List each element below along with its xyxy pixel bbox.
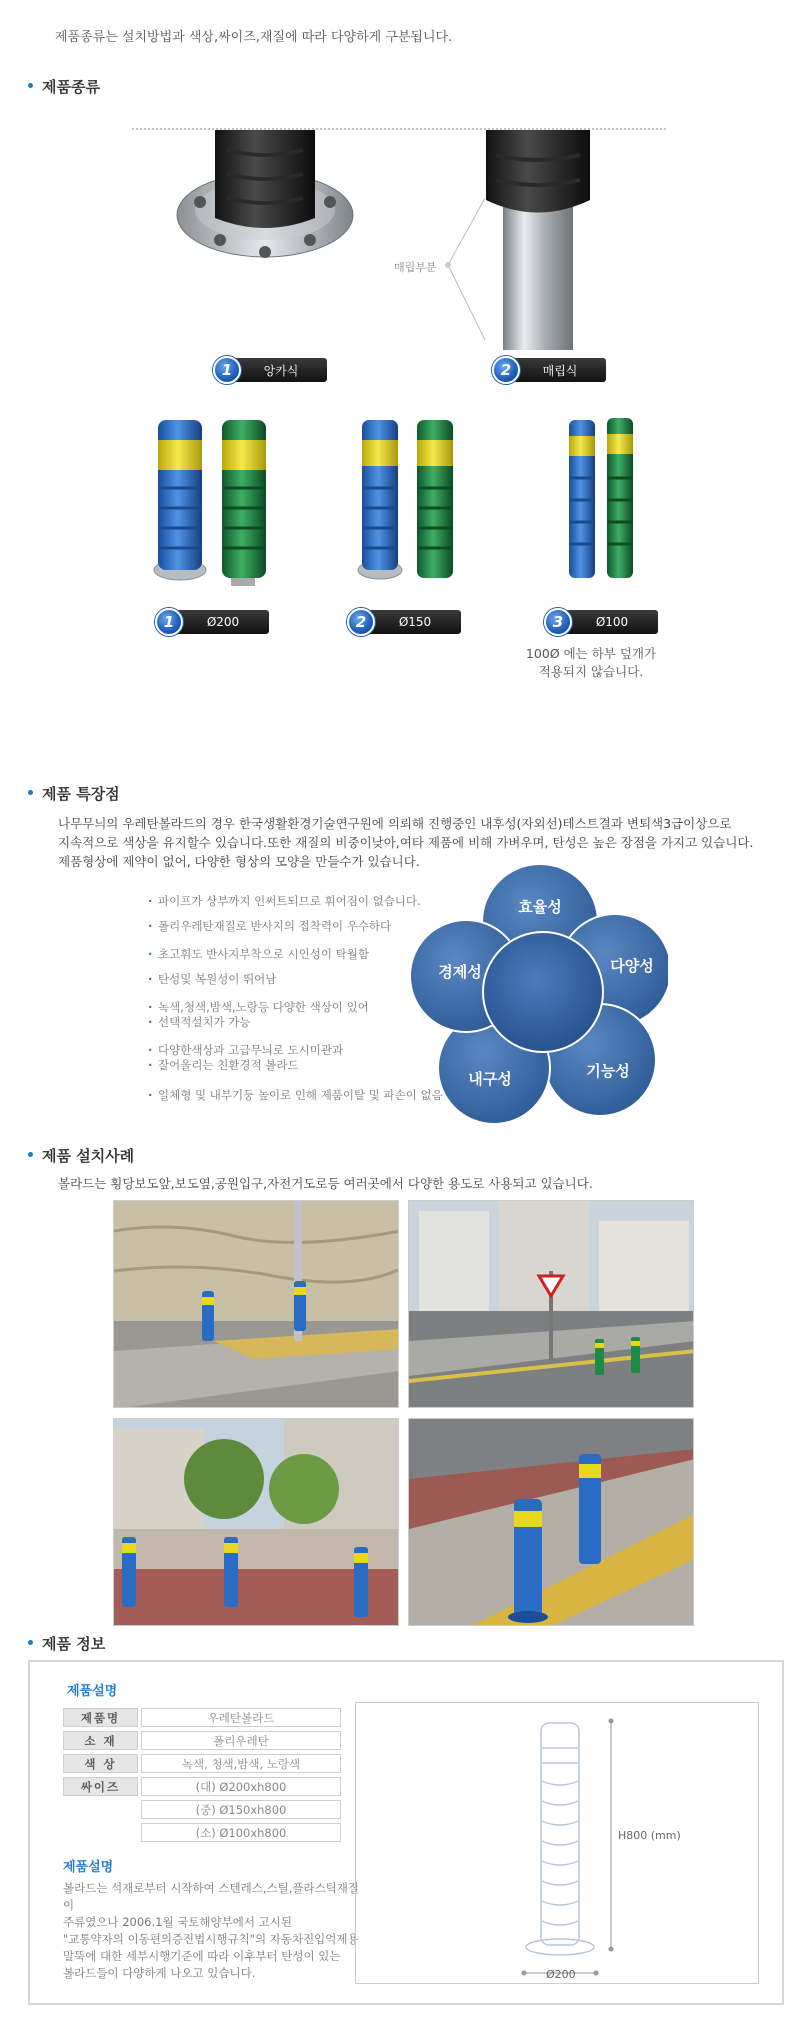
badge-size-200: 1 Ø200 (155, 608, 269, 636)
size-100-note: 100Ø 에는 하부 덮개가 적용되지 않습니다. (525, 646, 657, 679)
spec-row-name: 제품명 우레탄볼라드 (63, 1708, 341, 1729)
callout-lines (440, 190, 490, 350)
spec-row-size-large: 싸이즈 (대) Ø200xh800 (63, 1777, 341, 1798)
features-description: 나무무늬의 우레탄볼라드의 경우 한국생활환경기술연구원에 의뢰해 진행중인 내후성(자외선)테스트결과 변퇴색3급이상으로 지속적으로 색상을 유지할수 있습니다.또한 재질의 비중이낮아,여타 제품에 비해 가벼우며, 탄성은 높은 장점을 가지고 있습니다. 제품형상에 제약이 없어, 다양한 형상의 모양을 만들수가 있습니다. (58, 816, 754, 869)
list-item: · 다양한색상과 고급무늬로 도시미관과 (148, 1043, 443, 1058)
petal-economy: 경제성 (438, 963, 482, 981)
list-item: · 파이프가 상부까지 인써트되므로 휘어짐이 없습니다. (148, 894, 443, 909)
callout-label: 매립부분 (394, 261, 437, 274)
features-flower-diagram (408, 862, 668, 1127)
list-item: · 폴리우레탄재질로 반사지의 접착력이 우수하다 (148, 919, 443, 934)
list-item: · 탄성및 복원성이 뛰어남 (148, 972, 443, 987)
bullet-dot-icon (28, 83, 33, 88)
buried-type-image (478, 130, 598, 350)
list-item: · 녹색,청색,밤색,노랑등 다양한 색상이 있어 (148, 1000, 443, 1015)
intro-text: 제품종류는 설치방법과 색상,싸이즈,재질에 따라 다양하게 구분됩니다. (55, 30, 453, 45)
section-title-types: 제품종류 (28, 76, 100, 97)
info-title-2: 제품설명 (63, 1860, 114, 1875)
petal-efficiency: 효율성 (518, 898, 562, 916)
info-description: 볼라드는 석재로부터 시작하여 스텐레스,스틸,플라스틱재질이 주류였으나 2006.1월 국토해양부에서 고시된 "교통약자의 이동편의증진법시행규칙"의 자동차진입억제용 말뚝에 대한 세부시행기준에 따라 이후부터 탄성이 있는 볼라드들이 다양하게 나오고 있습니다. (63, 1881, 359, 1980)
section-title-features: 제품 특장점 (28, 783, 120, 804)
install-photo-wall (113, 1200, 399, 1408)
list-item-continuation: · 잘어울리는 친환경적 볼라드 (148, 1058, 443, 1073)
product-info-box (28, 1660, 784, 2005)
spec-row-size-medium: (중) Ø150xh800 (63, 1800, 341, 1821)
bullet-dot-icon (28, 790, 33, 795)
size-bollards-image (145, 418, 665, 593)
dimension-height: H800 (mm) (618, 1829, 681, 1842)
petal-durability: 내구성 (468, 1070, 512, 1088)
petal-function: 기능성 (586, 1062, 630, 1080)
dimension-width: Ø200 (546, 1968, 576, 1981)
install-photo-sidewalk (408, 1418, 694, 1626)
spec-row-size-small: (소) Ø100xh800 (63, 1823, 341, 1844)
install-photo-park (113, 1418, 399, 1626)
section-title-info: 제품 정보 (28, 1633, 105, 1654)
spec-row-color: 색 상 녹색, 청색,밤색, 노랑색 (63, 1754, 341, 1775)
badge-anchor: 1 앙카식 (213, 356, 327, 384)
list-item-continuation: · 선택적설치가 가능 (148, 1015, 443, 1030)
bullet-dot-icon (28, 1640, 33, 1645)
list-item: · 일체형 및 내부기둥 높이로 인해 제품이탈 및 파손이 없음 (148, 1088, 443, 1103)
bullet-dot-icon (28, 1152, 33, 1157)
badge-size-100: 3 Ø100 (544, 608, 658, 636)
install-photo-crosswalk (408, 1200, 694, 1408)
dimension-diagram (355, 1702, 759, 1984)
petal-diversity: 다양성 (610, 957, 654, 975)
badge-buried: 2 매립식 (492, 356, 606, 384)
info-title: 제품설명 (67, 1684, 118, 1699)
install-description: 볼라드는 횡당보도앞,보도옆,공원입구,자전거도로등 여러곳에서 다양한 용도로 사용되고 있습니다. (58, 1176, 593, 1191)
spec-row-material: 소 재 폴리우레탄 (63, 1731, 341, 1752)
features-list (148, 894, 443, 1103)
section-title-install: 제품 설치사례 (28, 1145, 134, 1166)
anchor-type-image (175, 130, 355, 270)
badge-size-150: 2 Ø150 (347, 608, 461, 636)
list-item: · 초고휘도 반사지부착으로 시인성이 탁월함 (148, 947, 443, 962)
